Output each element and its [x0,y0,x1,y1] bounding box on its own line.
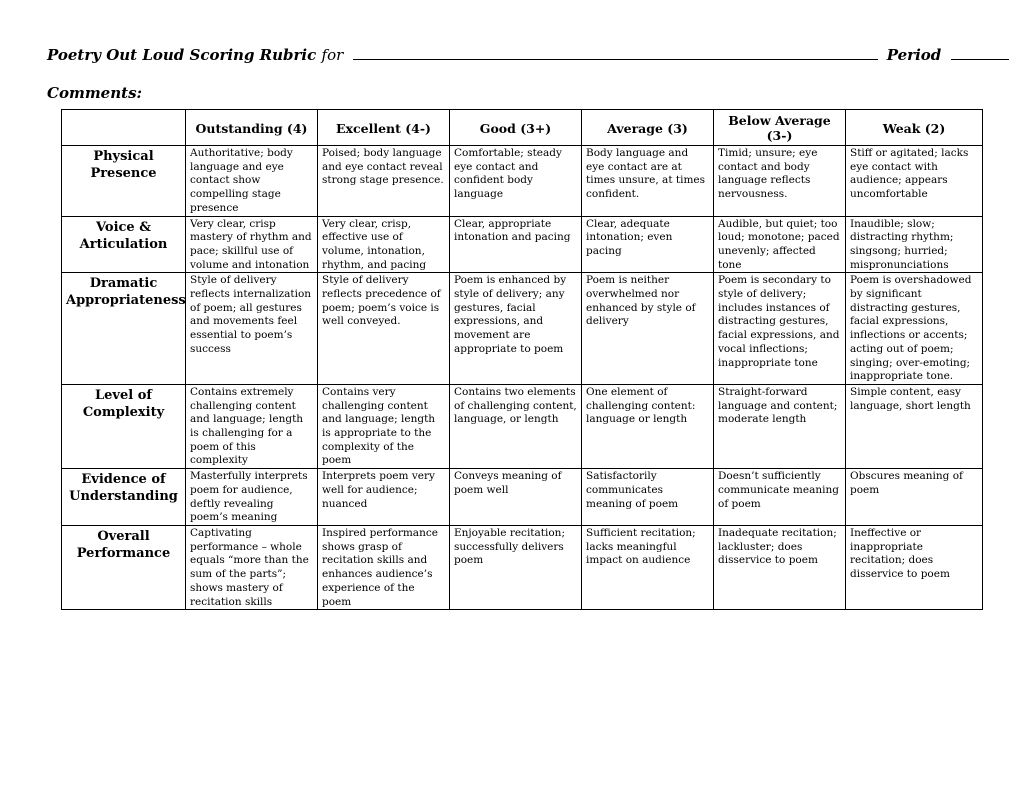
table-cell: Inaudible; slow; distracting rhythm; singsong; hurried; mispronunciations [846,216,983,273]
table-cell: Clear, appropriate intonation and pacing [450,216,582,273]
table-row [62,384,983,468]
criterion-physical-presence: Physical Presence [62,146,186,217]
table-cell: Style of delivery reflects internalization of poem; all gestures and movements feel essential to poem’s success [186,273,318,385]
table-cell: Enjoyable recitation; successfully delivers poem [450,525,582,609]
table-cell: Contains two elements of challenging content, language, or length [450,384,582,468]
comments-label: Comments: [47,84,143,102]
column-header-excellent: Excellent (4-) [318,110,450,146]
table-cell: Very clear, crisp, effective use of volume, intonation, rhythm, and pacing [318,216,450,273]
document-header [47,46,947,64]
period-label: Period [886,46,942,64]
table-cell: Simple content, easy language, short length [846,384,983,468]
table-cell: Doesn’t sufficiently communicate meaning of poem [714,469,846,526]
table-row [62,146,983,217]
table-cell: Inspired performance shows grasp of recitation skills and enhances audience’s experience of the poem [318,525,450,609]
table-cell: Captivating performance – whole equals “more than the sum of the parts”; shows mastery of recitation skills [186,525,318,609]
table-cell: Masterfully interprets poem for audience, deftly revealing poem’s meaning [186,469,318,526]
column-header-average: Average (3) [582,110,714,146]
rubric-title: Poetry Out Loud Scoring Rubric [47,46,317,64]
table-cell: Authoritative; body language and eye contact show compelling stage presence [186,146,318,217]
table-cell: Stiff or agitated; lacks eye contact with audience; appears uncomfortable [846,146,983,217]
table-row [62,273,983,385]
column-header-weak: Weak (2) [846,110,983,146]
table-cell: Contains extremely challenging content and language; length is challenging for a poem of this complexity [186,384,318,468]
table-cell: Audible, but quiet; too loud; monotone; paced unevenly; affected tone [714,216,846,273]
table-cell: Clear, adequate intonation; even pacing [582,216,714,273]
table-cell: Poem is neither overwhelmed nor enhanced by style of delivery [582,273,714,385]
table-cell: Ineffective or inappropriate recitation; does disservice to poem [846,525,983,609]
table-cell: Conveys meaning of poem well [450,469,582,526]
criterion-overall-performance: Overall Performance [62,525,186,609]
scoring-rubric-table [61,109,983,610]
column-header-below-average: Below Average (3-) [714,110,846,146]
table-cell: Style of delivery reflects precedence of poem; poem’s voice is well conveyed. [318,273,450,385]
for-label: for [321,46,344,64]
criterion-evidence-of-understanding: Evidence of Understanding [62,469,186,526]
table-cell: Poem is overshadowed by significant distracting gestures, facial expressions, inflections or accents; acting out of poem; singing; over-emoting; inappropriate tone. [846,273,983,385]
column-header-good: Good (3+) [450,110,582,146]
table-row [62,216,983,273]
table-cell: Comfortable; steady eye contact and confident body language [450,146,582,217]
table-cell: Poem is enhanced by style of delivery; any gestures, facial expressions, and movement are appropriate to poem [450,273,582,385]
table-row [62,525,983,609]
table-cell: Contains very challenging content and language; length is appropriate to the complexity of the poem [318,384,450,468]
table-cell: One element of challenging content: language or length [582,384,714,468]
table-cell: Straight-forward language and content; moderate length [714,384,846,468]
column-header-outstanding: Outstanding (4) [186,110,318,146]
table-cell: Satisfactorily communicates meaning of poem [582,469,714,526]
table-cell: Timid; unsure; eye contact and body language reflects nervousness. [714,146,846,217]
table-cell: Inadequate recitation; lackluster; does disservice to poem [714,525,846,609]
table-cell: Obscures meaning of poem [846,469,983,526]
header-row [62,110,983,146]
table-cell: Poem is secondary to style of delivery; includes instances of distracting gestures, facial expressions, and vocal inflections; inappropriate tone [714,273,846,385]
criterion-dramatic-appropriateness: Dramatic Appropriateness [62,273,186,385]
table-cell: Very clear, crisp mastery of rhythm and pace; skillful use of volume and intonation [186,216,318,273]
table-cell: Poised; body language and eye contact reveal strong stage presence. [318,146,450,217]
corner-header-cell [62,110,186,146]
student-name-blank[interactable] [353,47,878,60]
table-cell: Sufficient recitation; lacks meaningful impact on audience [582,525,714,609]
table-cell: Body language and eye contact are at times unsure, at times confident. [582,146,714,217]
table-cell: Interprets poem very well for audience; nuanced [318,469,450,526]
criterion-level-of-complexity: Level of Complexity [62,384,186,468]
criterion-voice-articulation: Voice & Articulation [62,216,186,273]
table-row [62,469,983,526]
period-blank[interactable] [951,47,1009,60]
